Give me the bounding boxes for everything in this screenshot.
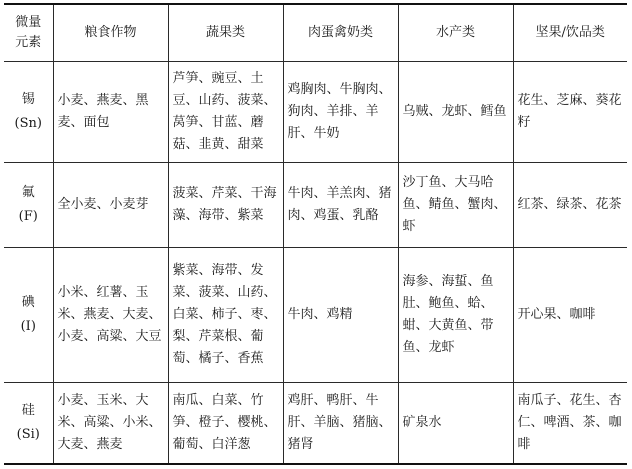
element-cell-si bbox=[4, 383, 53, 465]
cell-nuts: 红茶、绿茶、花茶 bbox=[513, 163, 627, 248]
header-nuts: 坚果/饮品类 bbox=[513, 4, 627, 62]
cell-vegetables: 菠菜、芹菜、干海藻、海带、紫菜 bbox=[168, 163, 283, 248]
element-name: 硅 bbox=[21, 403, 35, 418]
cell-meat: 鸡胸肉、牛胸肉、狗肉、羊排、羊肝、牛奶 bbox=[283, 62, 398, 163]
header-element-line2: 元素 bbox=[15, 35, 42, 50]
element-name: 锡 bbox=[21, 92, 35, 107]
cell-aquatic: 海参、海蜇、鱼肚、鲍鱼、蛤、蚶、大黄鱼、带鱼、龙虾 bbox=[398, 248, 513, 383]
element-symbol: (Si) bbox=[16, 427, 40, 442]
element-cell-sn bbox=[4, 62, 53, 163]
cell-aquatic: 沙丁鱼、大马哈鱼、鲭鱼、蟹肉、虾 bbox=[398, 163, 513, 248]
element-symbol: (I) bbox=[20, 319, 36, 334]
cell-nuts: 花生、芝麻、葵花籽 bbox=[513, 62, 627, 163]
table-row-f bbox=[4, 163, 627, 248]
trace-element-table-container bbox=[4, 3, 627, 465]
table-row-si bbox=[4, 383, 627, 465]
element-cell-f bbox=[4, 163, 53, 248]
header-row bbox=[4, 4, 627, 62]
header-meat: 肉蛋禽奶类 bbox=[283, 4, 398, 62]
header-grains: 粮食作物 bbox=[53, 4, 168, 62]
element-symbol: (Sn) bbox=[14, 116, 42, 131]
element-symbol: (F) bbox=[18, 209, 38, 224]
cell-grains: 小米、红薯、玉米、燕麦、大麦、小麦、高粱、大豆 bbox=[53, 248, 168, 383]
cell-grains: 全小麦、小麦芽 bbox=[53, 163, 168, 248]
cell-grains: 小麦、燕麦、黑麦、面包 bbox=[53, 62, 168, 163]
cell-aquatic: 矿泉水 bbox=[398, 383, 513, 465]
cell-vegetables: 南瓜、白菜、竹笋、橙子、樱桃、葡萄、白洋葱 bbox=[168, 383, 283, 465]
element-name: 碘 bbox=[21, 295, 35, 310]
cell-meat: 鸡肝、鸭肝、牛肝、羊脑、猪脑、猪肾 bbox=[283, 383, 398, 465]
cell-meat: 牛肉、鸡精 bbox=[283, 248, 398, 383]
element-cell-i bbox=[4, 248, 53, 383]
header-vegetables: 蔬果类 bbox=[168, 4, 283, 62]
cell-vegetables: 紫菜、海带、发菜、菠菜、山药、白菜、柿子、枣、梨、芹菜根、葡萄、橘子、香蕉 bbox=[168, 248, 283, 383]
trace-element-food-table bbox=[4, 3, 627, 465]
header-element bbox=[4, 4, 53, 62]
header-element-line1: 微量 bbox=[15, 15, 42, 30]
cell-nuts: 南瓜子、花生、杏仁、啤酒、茶、咖啡 bbox=[513, 383, 627, 465]
cell-nuts: 开心果、咖啡 bbox=[513, 248, 627, 383]
header-aquatic: 水产类 bbox=[398, 4, 513, 62]
cell-grains: 小麦、玉米、大米、高粱、小米、大麦、燕麦 bbox=[53, 383, 168, 465]
element-name: 氟 bbox=[21, 185, 35, 200]
table-row-sn bbox=[4, 62, 627, 163]
cell-aquatic: 乌贼、龙虾、鳕鱼 bbox=[398, 62, 513, 163]
cell-vegetables: 芦笋、豌豆、土豆、山药、菠菜、莴笋、甘蓝、蘑菇、韭黄、甜菜 bbox=[168, 62, 283, 163]
table-row-i bbox=[4, 248, 627, 383]
cell-meat: 牛肉、羊羔肉、猪肉、鸡蛋、乳酪 bbox=[283, 163, 398, 248]
